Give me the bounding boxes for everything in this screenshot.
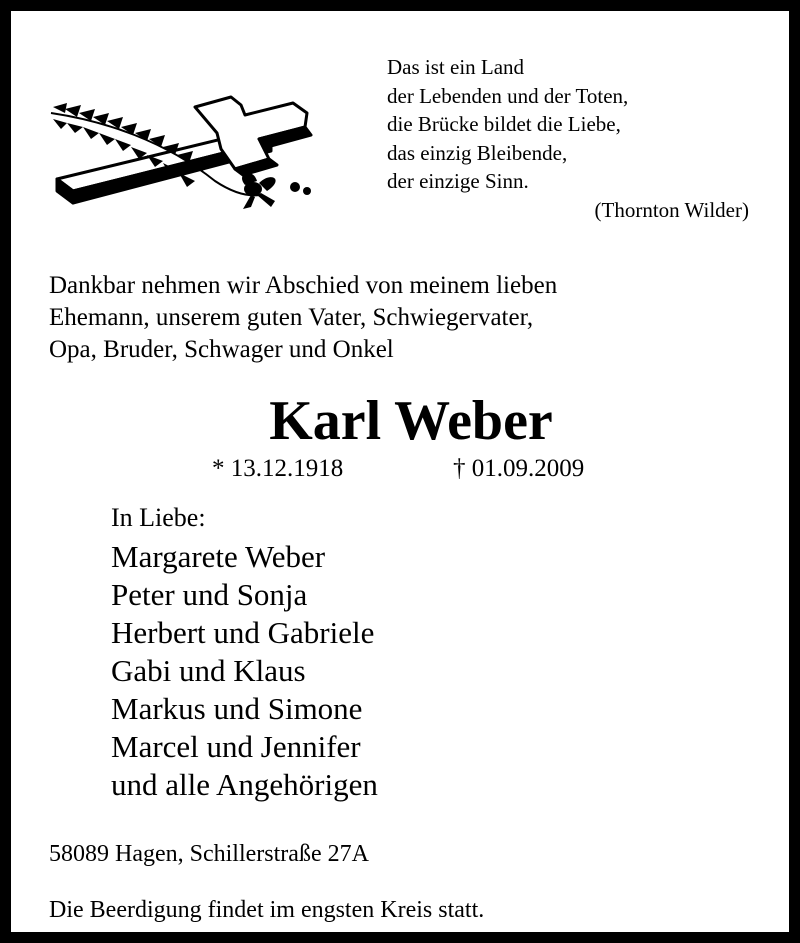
quote-line: die Brücke bildet die Liebe, xyxy=(387,112,621,136)
quote-author: (Thornton Wilder) xyxy=(594,197,749,222)
intro-line: Opa, Bruder, Schwager und Onkel xyxy=(49,336,394,363)
mourners-list xyxy=(111,501,378,804)
intro-line: Dankbar nehmen wir Abschied von meinem lieben xyxy=(49,272,558,299)
birth-date: * 13.12.1918 xyxy=(212,455,344,482)
mourner-name: Marcel und Jennifer xyxy=(111,729,361,764)
quote-line: der einzige Sinn. xyxy=(387,169,529,193)
mourner-name: und alle Angehörigen xyxy=(111,767,378,802)
intro-line: Ehemann, unserem guten Vater, Schwiegervater, xyxy=(49,304,534,331)
mourner-name: Margarete Weber xyxy=(111,539,326,574)
quote-line: der Lebenden und der Toten, xyxy=(387,83,629,108)
mourners-heading: In Liebe: xyxy=(111,503,206,532)
quote-block xyxy=(387,53,757,224)
mourner-name: Herbert und Gabriele xyxy=(111,615,375,650)
quote-line: das einzig Bleibende, xyxy=(387,140,568,165)
cross-with-palm-branch-icon xyxy=(45,93,315,213)
funeral-note: Die Beerdigung findet im engsten Kreis statt. xyxy=(49,897,485,923)
quote-line: Das ist ein Land xyxy=(387,55,525,79)
mourner-name: Gabi und Klaus xyxy=(111,653,306,688)
deceased-name: Karl Weber xyxy=(269,390,553,452)
address: 58089 Hagen, Schillerstraße 27A xyxy=(49,841,369,867)
mourner-name: Peter und Sonja xyxy=(111,577,308,612)
intro-text xyxy=(49,270,769,366)
death-date: † 01.09.2009 xyxy=(453,455,585,482)
mourner-name: Markus und Simone xyxy=(111,691,363,726)
